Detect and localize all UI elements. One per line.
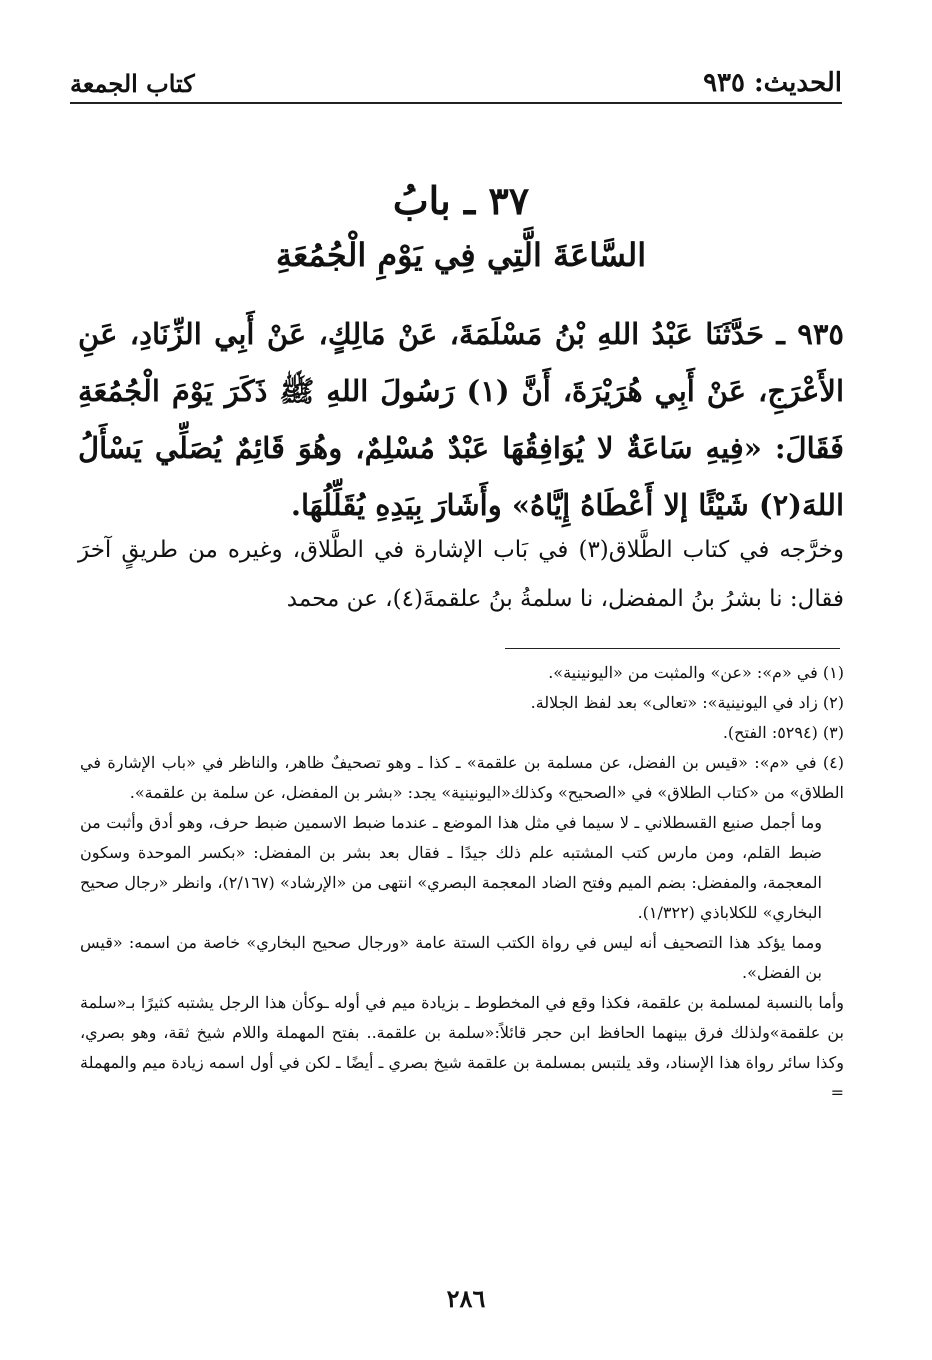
hadith-text-block [78, 306, 844, 534]
footnote-4-note: ومما يؤكد هذا التصحيف أنه ليس في رواة الكتب الستة عامة «ورجال صحيح البخاري» خاصة من اسمه: «قيس بن الفضل». [80, 933, 822, 982]
page-number: ٢٨٦ [446, 1284, 486, 1313]
footnote-1: (١) في «م»: «عن» والمثبت من «اليونينية». [548, 663, 844, 682]
running-header [70, 52, 842, 104]
footnote-3: (٣) (٥٢٩٤: الفتح). [722, 723, 844, 742]
hadith-reference: الحديث: ٩٣٥ [703, 68, 842, 98]
footnote-4: (٤) في «م»: «قيس بن الفضل، عن مسلمة بن علقمة» ـ كذا ـ وهو تصحيفٌ ظاهر، والناظر في «باب الإشارة في الطلاق» من «كتاب الطلاق» في «الصحيح» وكذلك«اليونينية» يجد: «بشر بن المفضل، عن سلمة بن علقمة». [80, 753, 845, 802]
footnotes [80, 658, 844, 1108]
commentary-paragraph: وخرَّجه في كتاب الطَّلاق(٣) في بَاب الإشارة في الطَّلاق، وغيره من طريقٍ آخرَ فقال: نا بشرُ بنُ المفضل، نا سلمةُ بنُ علقمةَ(٤)، عن محمد [78, 537, 844, 612]
chapter-number: ٣٧ ـ بابُ [392, 178, 530, 223]
footnote-4-continued: وما أجمل صنيع القسطلاني ـ لا سيما في مثل هذا الموضع ـ عندما ضبط الاسمين ضبط حرف، وهو أدق وأثبت من ضبط القلم، ومن مارس كتب المشتبه علم ذلك جيدًا ـ فقال بعد بشر بن المفضل: «بكسر الموحدة وسكون المعجمة، والمفضل: بضم الميم وفتح الضاد المعجمة البصري» انتهى من «الإرشاد» (٢/١٦٧)، وانظر «رجال صحيح البخاري» للكلاباذي (١/٣٢٢). [80, 813, 823, 922]
hadith-number: ٩٣٥ [797, 317, 844, 351]
chapter-title: السَّاعَةَ الَّتِي فِي يَوْمِ الْجُمُعَةِ [275, 236, 647, 274]
footnote-4-detail: وأما بالنسبة لمسلمة بن علقمة، فكذا وقع في المخطوط ـ بزيادة ميم في أوله ـوكأن هذا الرجل يشتبه كثيرًا بـ«سلمة بن علقمة»ولذلك فرق بينهما الحافظ ابن حجر قائلاً:«سلمة بن علقمة.. بفتح المهملة واللام شيخ ثقة، وهو بصري، وكذا سائر رواة هذا الإسناد، وقد يلتبس بمسلمة بن علقمة شيخ بصري ـ أيضًا ـ لكن في أول اسمه زيادة ميم والمهملة = [80, 993, 844, 1102]
book-title: كتاب الجمعة [70, 69, 195, 98]
hadith-text: ـ حَدَّثَنَا عَبْدُ اللهِ بْنُ مَسْلَمَةَ، عَنْ مَالِكٍ، عَنْ أَبِي الزِّنَادِ، عَنِ الأَعْرَجِ، عَنْ أَبِي هُرَيْرَةَ، أَنَّ (١) رَسُولَ اللهِ ﷺ ذَكَرَ يَوْمَ الْجُمُعَةِ فَقَالَ: «فِيهِ سَاعَةٌ لا يُوَافِقُهَا عَبْدٌ مُسْلِمٌ، وهُوَ قَائِمٌ يُصَلِّي يَسْأَلُ اللهَ(٢) شَيْئًا إلا أَعْطَاهُ إِيَّاهُ» وأَشَارَ بِيَدِهِ يُقَلِّلُهَا. [78, 317, 844, 522]
footnote-divider [505, 648, 840, 649]
footnote-2: (٢) زاد في اليونينية»: «تعالى» بعد لفظ الجلالة. [530, 693, 844, 712]
